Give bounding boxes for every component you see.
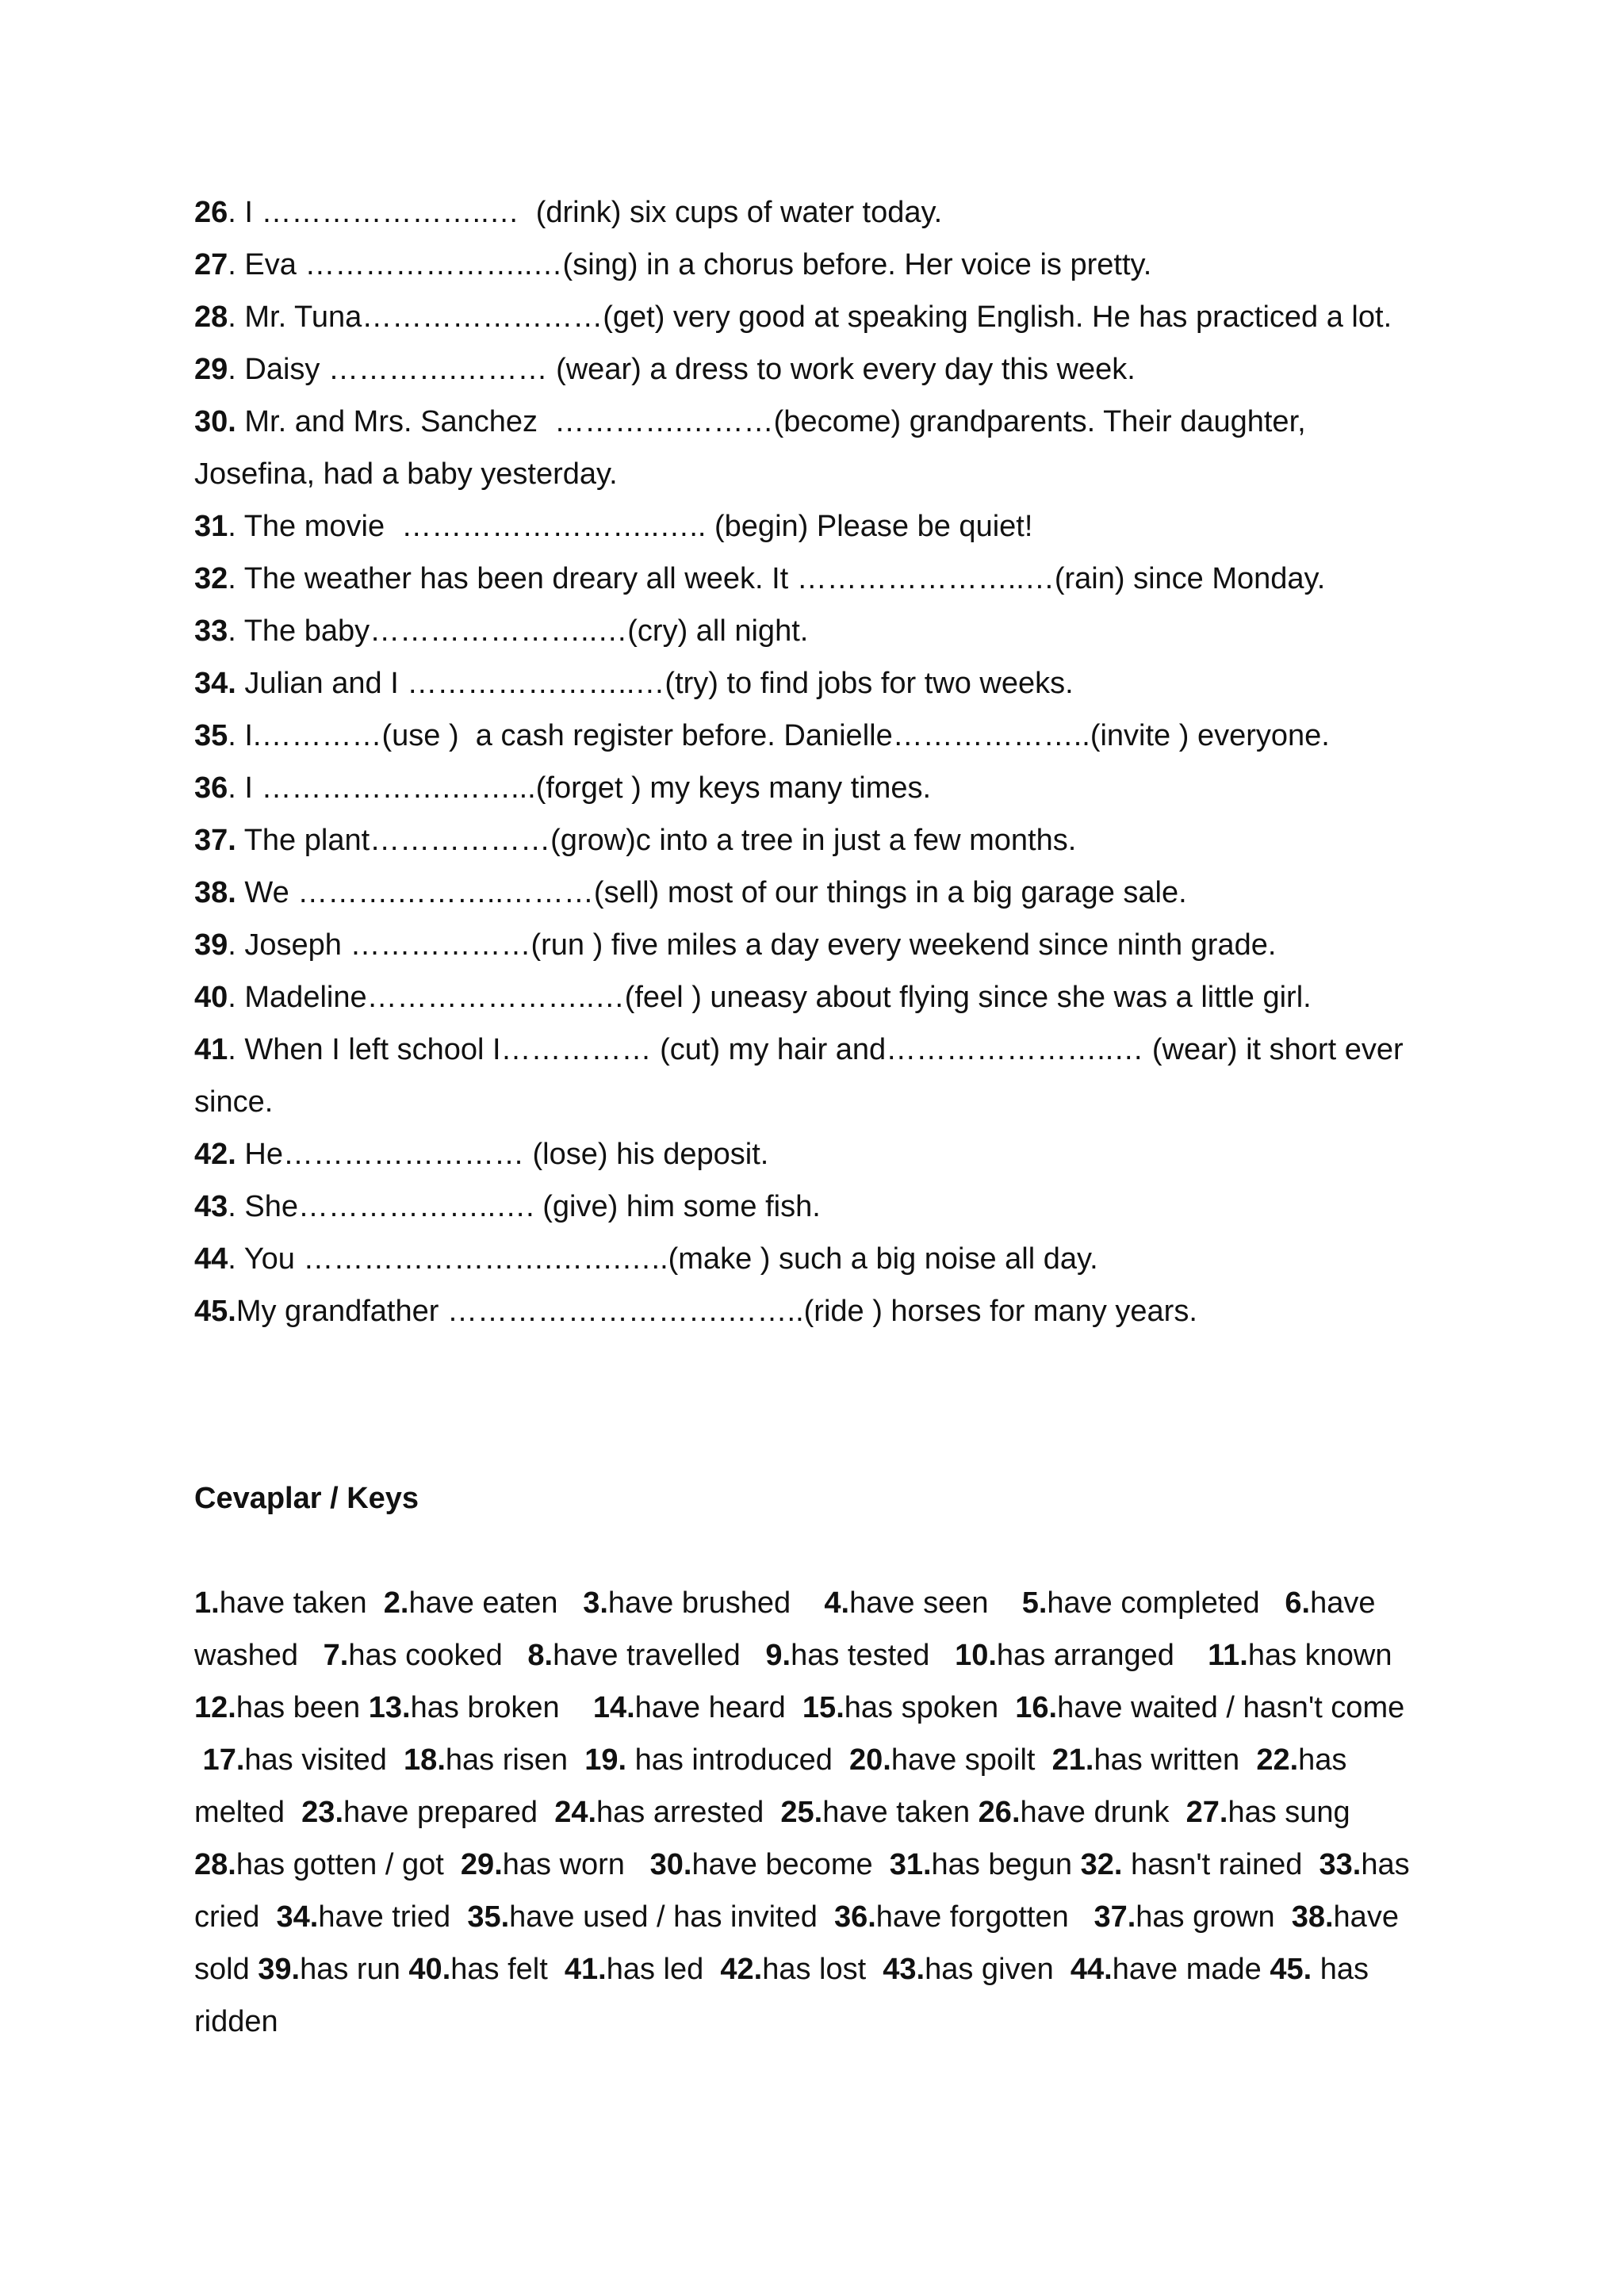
answer-key-line	[194, 1891, 1447, 1943]
answer-key-number: 10.	[955, 1639, 997, 1672]
answer-key-number: 3.	[583, 1586, 608, 1620]
exercise-text: . You …………………….…….…..(make ) such a big noise all day.	[228, 1242, 1098, 1276]
answer-key-number: 21.	[1051, 1743, 1094, 1777]
answer-key-number: 29.	[460, 1848, 503, 1881]
answer-key-number: 34.	[276, 1900, 319, 1934]
answer-key-text: have taken	[822, 1796, 979, 1829]
exercise-text: . Madeline…………………..…(feel ) uneasy about flying since she was a little girl.	[228, 981, 1312, 1014]
answer-key-line	[194, 1629, 1447, 1682]
answer-keys-heading: Cevaplar / Keys	[194, 1482, 419, 1515]
exercise-line	[194, 553, 1447, 605]
answer-key-text: has worn	[502, 1848, 650, 1881]
answer-key-number: 33.	[1319, 1848, 1362, 1881]
answer-key-number: 25.	[780, 1796, 823, 1829]
answer-key-number: 6.	[1285, 1586, 1311, 1620]
exercise-text: . I …………………..… (drink) six cups of water today.	[228, 196, 943, 229]
answer-key-number: 30.	[649, 1848, 692, 1881]
exercise-text: since.	[194, 1085, 274, 1119]
answer-key-text: has risen	[445, 1743, 585, 1777]
answer-key-text: has arrested	[596, 1796, 781, 1829]
answer-key-number: 45.	[1270, 1953, 1312, 1986]
answer-key-text: has been	[236, 1691, 369, 1724]
exercise-text: . The weather has been dreary all week. It …………………..…(rain) since Monday.	[228, 562, 1326, 595]
exercise-line	[194, 1024, 1447, 1076]
answer-key-text: has led	[606, 1953, 721, 1986]
exercise-line	[194, 291, 1447, 343]
answer-key-number: 11.	[1208, 1639, 1248, 1672]
exercise-text: . When I left school I…………… (cut) my hair and…………………..… (wear) it short ever	[228, 1033, 1404, 1066]
exercise-number: 31	[194, 510, 228, 543]
exercise-number: 30.	[194, 405, 236, 438]
answer-key-number: 28.	[194, 1848, 236, 1881]
exercise-line	[194, 396, 1447, 448]
answer-key-text: sold	[194, 1953, 259, 1986]
exercise-number: 28	[194, 300, 228, 334]
answer-key-text: have made	[1112, 1953, 1270, 1986]
answer-key-text: hasn't rained	[1122, 1848, 1320, 1881]
exercise-line	[194, 1233, 1447, 1285]
exercise-number: 40	[194, 981, 228, 1014]
answer-key-number: 20.	[848, 1743, 891, 1777]
exercise-number: 39	[194, 928, 228, 962]
answer-key-text: has gotten / got	[236, 1848, 461, 1881]
answer-key-number: 39.	[258, 1953, 301, 1986]
exercise-number: 36	[194, 771, 228, 805]
answer-key-text: have used / has invited	[509, 1900, 834, 1934]
answer-key-number: 42.	[720, 1953, 763, 1986]
answer-key-number: 26.	[978, 1796, 1021, 1829]
answer-key-text: has lost	[762, 1953, 883, 1986]
answer-key-number: 16.	[1015, 1691, 1058, 1724]
document-page	[194, 186, 1447, 2048]
answer-key-number: 22.	[1256, 1743, 1299, 1777]
answer-key-text: has given	[925, 1953, 1071, 1986]
answer-key-text: has tested	[791, 1639, 956, 1672]
answer-key-text: have become	[691, 1848, 890, 1881]
answer-key-text: have	[1333, 1900, 1399, 1934]
answer-key-number: 36.	[833, 1900, 876, 1934]
answer-key-number: 41.	[564, 1953, 607, 1986]
answer-key-text: have	[1310, 1586, 1376, 1620]
exercise-number: 34.	[194, 667, 236, 700]
exercise-line	[194, 919, 1447, 971]
answer-key-number: 31.	[889, 1848, 932, 1881]
answer-key-line	[194, 1839, 1447, 1891]
answer-key-text: have prepared	[343, 1796, 555, 1829]
exercise-line	[194, 448, 1447, 500]
answer-key-number: 37.	[1094, 1900, 1136, 1934]
answer-key-line	[194, 1577, 1447, 1629]
exercise-line	[194, 500, 1447, 553]
answer-key-number: 2.	[383, 1586, 409, 1620]
answer-key-text: has cooked	[348, 1639, 528, 1672]
answer-key-number: 1.	[194, 1586, 220, 1620]
exercise-line	[194, 1181, 1447, 1233]
exercise-line	[194, 710, 1447, 762]
exercise-text: Josefina, had a baby yesterday.	[194, 457, 618, 491]
exercise-text: . Eva …………………..…(sing) in a chorus before. Her voice is pretty.	[228, 248, 1152, 281]
answer-key-text: have drunk	[1020, 1796, 1186, 1829]
exercise-number: 26	[194, 196, 228, 229]
exercise-number: 41	[194, 1033, 228, 1066]
exercise-text: . The movie ……………………..….. (begin) Please be quiet!	[228, 510, 1033, 543]
exercise-number: 42.	[194, 1138, 236, 1171]
exercise-number: 32	[194, 562, 228, 595]
exercise-number: 38.	[194, 876, 236, 909]
exercise-text: We ……….………..………(sell) most of our things in a big garage sale.	[236, 876, 1187, 909]
answer-key-text: has visited	[244, 1743, 404, 1777]
answer-key-number: 35.	[467, 1900, 510, 1934]
exercise-number: 35	[194, 719, 228, 752]
answer-key-line	[194, 1786, 1447, 1839]
exercise-text: My grandfather ……………………….……..(ride ) horses for many years.	[236, 1295, 1197, 1328]
answer-key-number: 38.	[1291, 1900, 1334, 1934]
exercise-text: The plant………………(grow)c into a tree in just a few months.	[236, 824, 1077, 857]
answer-key-text: has broken	[410, 1691, 593, 1724]
answer-key-text: has arranged	[996, 1639, 1208, 1672]
answer-key-text: have brushed	[607, 1586, 825, 1620]
exercise-number: 37.	[194, 824, 236, 857]
exercise-number: 27	[194, 248, 228, 281]
answer-key-text: have eaten	[408, 1586, 584, 1620]
answer-key-number: 23.	[301, 1796, 343, 1829]
answer-key-number: 7.	[323, 1639, 349, 1672]
answer-key-text: have taken	[219, 1586, 384, 1620]
answer-key-text: have tried	[318, 1900, 468, 1934]
answer-key-text: ridden	[194, 2005, 278, 2038]
answer-key-text: has	[1298, 1743, 1347, 1777]
exercise-text: . She………………..…. (give) him some fish.	[228, 1190, 821, 1223]
exercise-line	[194, 1285, 1447, 1337]
answer-key-number: 9.	[765, 1639, 791, 1672]
exercise-line	[194, 657, 1447, 710]
answer-key-text: has	[1361, 1848, 1410, 1881]
exercise-text: . Mr. Tuna……………………(get) very good at speaking English. He has practiced a lot.	[228, 300, 1392, 334]
answer-key-line	[194, 1943, 1447, 1996]
exercise-text: . I ……………….……...(forget ) my keys many times.	[228, 771, 932, 805]
answer-key-number: 32.	[1080, 1848, 1123, 1881]
exercise-line	[194, 1128, 1447, 1181]
answer-key-text: have travelled	[553, 1639, 766, 1672]
answer-key-text: has grown	[1136, 1900, 1292, 1934]
exercise-line	[194, 814, 1447, 867]
answer-key-line	[194, 1996, 1447, 2048]
answer-key-text: has run	[300, 1953, 409, 1986]
answer-key-number: 18.	[404, 1743, 446, 1777]
exercise-number: 45.	[194, 1295, 236, 1328]
exercise-list	[194, 186, 1447, 1337]
answer-key-number: 5.	[1021, 1586, 1048, 1620]
answer-key-text: has felt	[450, 1953, 565, 1986]
answer-key-number: 13.	[368, 1691, 411, 1724]
answer-key-number: 44.	[1070, 1953, 1113, 1986]
answer-key-text: have waited / hasn't come	[1057, 1691, 1405, 1724]
exercise-line	[194, 971, 1447, 1024]
answer-key-number: 40.	[408, 1953, 451, 1986]
answer-key-text: has known	[1247, 1639, 1392, 1672]
answer-key-number: 27.	[1185, 1796, 1228, 1829]
exercise-line	[194, 186, 1447, 239]
answer-key-text: has spoken	[844, 1691, 1016, 1724]
answer-key-text: have completed	[1047, 1586, 1285, 1620]
exercise-number: 29	[194, 353, 228, 386]
answer-key-number: 24.	[554, 1796, 597, 1829]
answer-key-text: has written	[1094, 1743, 1257, 1777]
exercise-text: . The baby…………………..…(cry) all night.	[228, 614, 809, 648]
exercise-text: Mr. and Mrs. Sanchez ………….………(become) grandparents. Their daughter,	[236, 405, 1306, 438]
answer-key-number: 15.	[802, 1691, 845, 1724]
exercise-line	[194, 1076, 1447, 1128]
answer-key-text: melted	[194, 1796, 302, 1829]
answer-key-text: have seen	[849, 1586, 1022, 1620]
answer-key-text: cried	[194, 1900, 277, 1934]
exercise-text: . Joseph ………………(run ) five miles a day every weekend since ninth grade.	[228, 928, 1277, 962]
exercise-number: 33	[194, 614, 228, 648]
answer-key-number: 17.	[194, 1743, 245, 1777]
answer-key-number: 14.	[592, 1691, 635, 1724]
answer-key-number: 4.	[824, 1586, 850, 1620]
exercise-line	[194, 605, 1447, 657]
answer-key-line	[194, 1734, 1447, 1786]
answer-key-text: have forgotten	[875, 1900, 1094, 1934]
exercise-text: Julian and I …………………..…(try) to find jobs for two weeks.	[236, 667, 1074, 700]
answer-key-line	[194, 1682, 1447, 1734]
answer-keys-block	[194, 1577, 1447, 2048]
exercise-number: 44	[194, 1242, 228, 1276]
answer-key-text: have spoilt	[891, 1743, 1052, 1777]
exercise-line	[194, 343, 1447, 396]
answer-key-text: has	[1312, 1953, 1369, 1986]
exercise-text: . I.…………(use ) a cash register before. Danielle………………..(invite ) everyone.	[228, 719, 1330, 752]
answer-key-text: have heard	[634, 1691, 802, 1724]
answer-key-text: has sung	[1228, 1796, 1350, 1829]
answer-key-number: 12.	[194, 1691, 236, 1724]
answer-key-text: has introduced	[626, 1743, 849, 1777]
exercise-text: He…………………… (lose) his deposit.	[236, 1138, 769, 1171]
exercise-number: 43	[194, 1190, 228, 1223]
exercise-line	[194, 762, 1447, 814]
exercise-text: . Daisy ………….……… (wear) a dress to work every day this week.	[228, 353, 1136, 386]
answer-key-text: washed	[194, 1639, 324, 1672]
exercise-line	[194, 867, 1447, 919]
answer-key-number: 19.	[584, 1743, 627, 1777]
answer-key-number: 8.	[527, 1639, 553, 1672]
answer-key-number: 43.	[883, 1953, 925, 1986]
answer-key-text: has begun	[931, 1848, 1081, 1881]
exercise-line	[194, 239, 1447, 291]
